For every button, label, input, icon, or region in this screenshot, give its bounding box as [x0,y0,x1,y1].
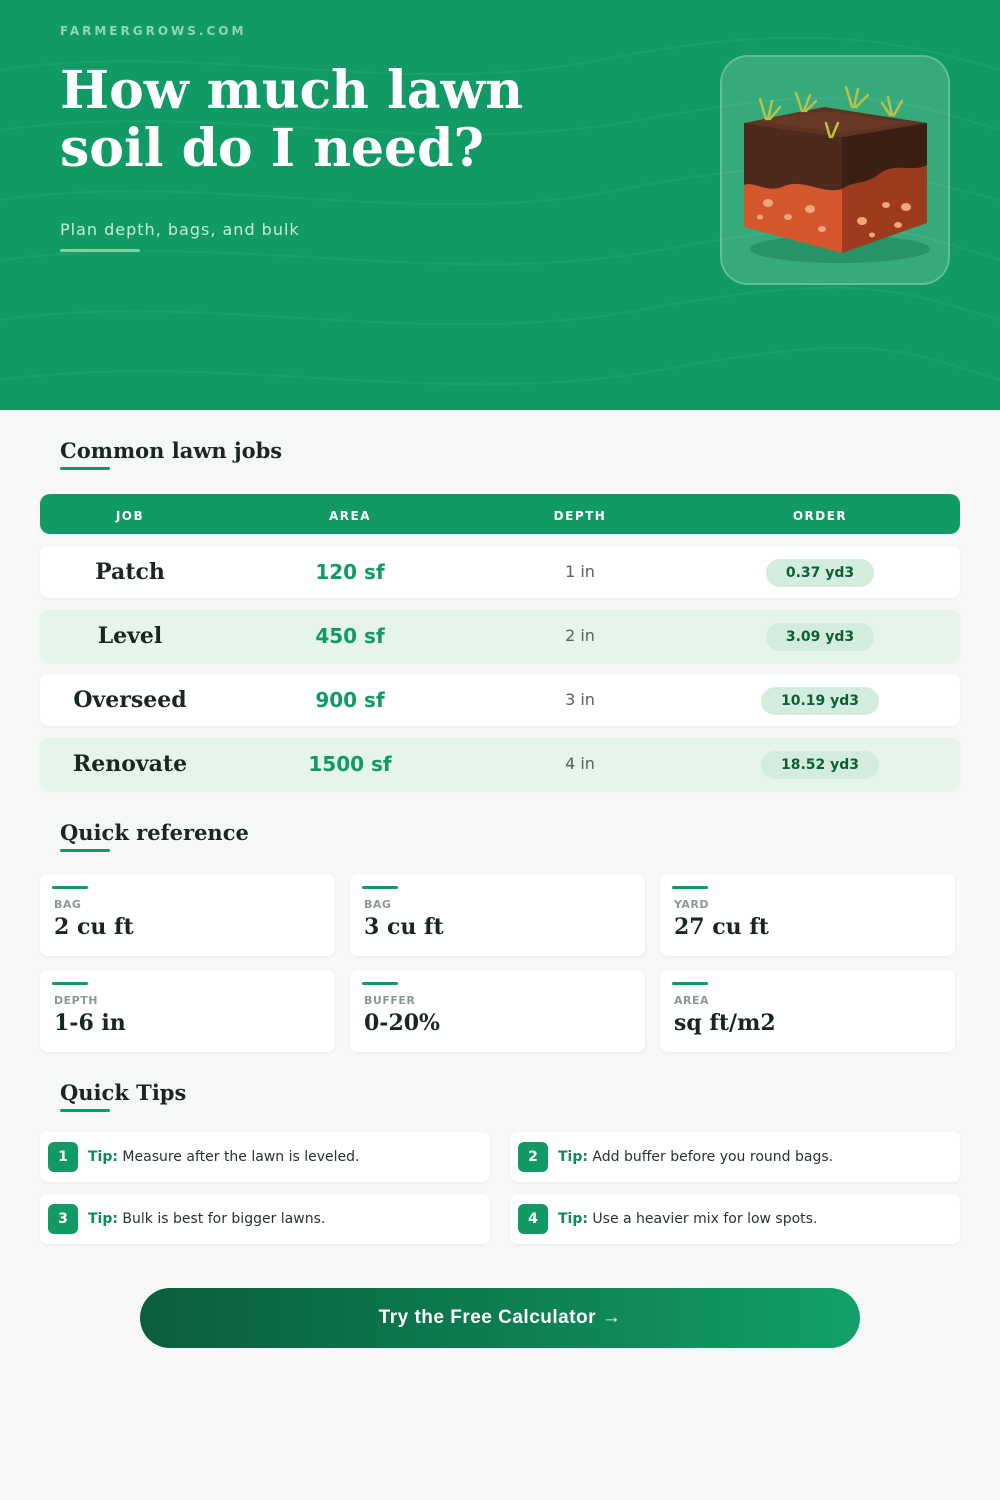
subtitle-underline [60,249,140,252]
tip-number: 2 [518,1142,548,1172]
reference-label: YARD [674,898,710,911]
hero-illustration-card [720,55,950,285]
jobs-heading-bar [60,467,110,470]
jobs-table-header [40,494,960,534]
tips-heading: Quick Tips [60,1080,187,1105]
tip-card [510,1194,960,1244]
reference-card [350,874,645,956]
order-badge: 18.52 yd3 [761,751,879,779]
job-name: Patch [95,559,165,585]
reference-label: BUFFER [364,994,416,1007]
reference-card [660,970,955,1052]
card-accent [672,982,708,985]
tips-heading-bar [60,1109,110,1112]
table-row [40,674,960,726]
reference-card [40,970,335,1052]
reference-card [660,874,955,956]
tip-text: Measure after the lawn is leveled. [122,1149,360,1165]
job-depth: 4 in [565,754,595,773]
order-badge: 0.37 yd3 [766,559,874,587]
col-area: AREA [328,509,371,523]
tip-prefix: Tip: [88,1211,118,1227]
reference-value: 2 cu ft [54,914,134,940]
reference-label: AREA [674,994,710,1007]
tip-card [40,1132,490,1182]
reference-card [350,970,645,1052]
card-accent [52,886,88,889]
col-job: JOB [115,509,145,523]
job-depth: 2 in [565,626,595,645]
tip-prefix: Tip: [558,1149,588,1165]
reference-value: 1-6 in [54,1010,126,1036]
page-title: How much lawn soil do I need? [60,60,524,179]
tip-number: 3 [48,1204,78,1234]
order-badge: 3.09 yd3 [766,623,874,651]
reference-value: 27 cu ft [674,914,769,940]
tip-prefix: Tip: [88,1149,118,1165]
tip-card [510,1132,960,1182]
tip-text: Add buffer before you round bags. [592,1149,834,1165]
job-depth: 1 in [565,562,595,581]
hero-banner [0,0,1000,410]
reference-value: 3 cu ft [364,914,444,940]
job-name: Level [97,623,163,649]
reference-label: BAG [54,898,82,911]
table-row [40,546,960,598]
reference-value: 0-20% [364,1010,440,1036]
tip-text: Bulk is best for bigger lawns. [122,1211,326,1227]
reference-card [40,874,335,956]
card-accent [362,982,398,985]
table-row [40,610,960,662]
job-name: Renovate [72,751,188,777]
tip-number: 4 [518,1204,548,1234]
card-accent [672,886,708,889]
job-area: 450 sf [315,624,385,648]
tip-number: 1 [48,1142,78,1172]
free-calculator-button[interactable]: Try the Free Calculator → [140,1288,860,1348]
card-accent [52,982,88,985]
page-subtitle: Plan depth, bags, and bulk [60,220,300,239]
reference-heading: Quick reference [60,820,249,845]
reference-label: BAG [364,898,392,911]
site-name: FARMERGROWS.COM [60,24,247,38]
reference-heading-bar [60,849,110,852]
col-order: ORDER [792,509,848,523]
tip-prefix: Tip: [558,1211,588,1227]
jobs-heading: Common lawn jobs [60,438,283,463]
card-accent [362,886,398,889]
table-row [40,738,960,790]
job-area: 120 sf [315,560,385,584]
col-depth: DEPTH [553,509,607,523]
reference-label: DEPTH [54,994,98,1007]
job-name: Overseed [73,687,187,713]
job-area: 1500 sf [308,752,392,776]
order-badge: 10.19 yd3 [761,687,879,715]
reference-value: sq ft/m2 [674,1010,776,1036]
job-depth: 3 in [565,690,595,709]
tip-text: Use a heavier mix for low spots. [592,1211,818,1227]
tip-card [40,1194,490,1244]
job-area: 900 sf [315,688,385,712]
soil-cube-icon [722,57,952,287]
